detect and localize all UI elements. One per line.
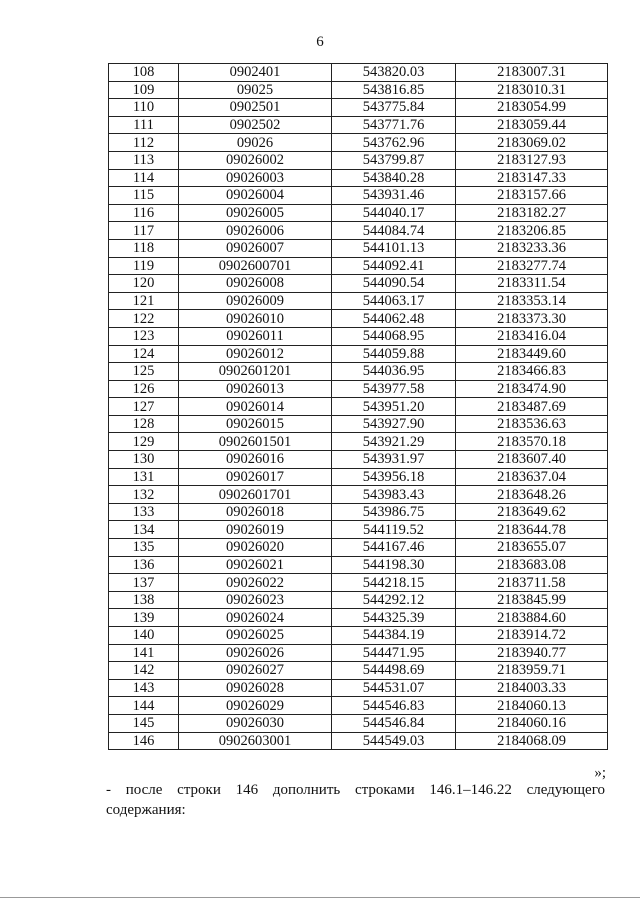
point-id-cell: 09026022 [179,574,332,592]
y-coordinate-cell: 2183914.72 [456,627,608,645]
row-number-cell: 121 [109,292,179,310]
y-coordinate-cell: 2183010.31 [456,81,608,99]
y-coordinate-cell: 2183637.04 [456,468,608,486]
table-row [109,662,608,680]
table-row [109,415,608,433]
y-coordinate-cell: 2183007.31 [456,64,608,82]
row-number-cell: 125 [109,363,179,381]
table-row [109,468,608,486]
y-coordinate-cell: 2183940.77 [456,644,608,662]
x-coordinate-cell: 543951.20 [332,398,456,416]
x-coordinate-cell: 544084.74 [332,222,456,240]
y-coordinate-cell: 2184003.33 [456,679,608,697]
y-coordinate-cell: 2183644.78 [456,521,608,539]
row-number-cell: 119 [109,257,179,275]
point-id-cell: 09026017 [179,468,332,486]
x-coordinate-cell: 544471.95 [332,644,456,662]
table-row [109,275,608,293]
point-id-cell: 09026028 [179,679,332,697]
point-id-cell: 09026026 [179,644,332,662]
x-coordinate-cell: 544036.95 [332,363,456,381]
y-coordinate-cell: 2183147.33 [456,169,608,187]
x-coordinate-cell: 543931.46 [332,187,456,205]
amendment-text-continued: содержания: [106,802,186,818]
row-number-cell: 108 [109,64,179,82]
point-id-cell: 09026 [179,134,332,152]
row-number-cell: 145 [109,714,179,732]
point-id-cell: 09026009 [179,292,332,310]
x-coordinate-cell: 543986.75 [332,503,456,521]
table-row [109,644,608,662]
x-coordinate-cell: 544167.46 [332,539,456,557]
y-coordinate-cell: 2183416.04 [456,327,608,345]
y-coordinate-cell: 2183059.44 [456,116,608,134]
y-coordinate-cell: 2183648.26 [456,486,608,504]
row-number-cell: 118 [109,239,179,257]
x-coordinate-cell: 543816.85 [332,81,456,99]
x-coordinate-cell: 544101.13 [332,239,456,257]
table-row [109,64,608,82]
point-id-cell: 09026013 [179,380,332,398]
row-number-cell: 112 [109,134,179,152]
x-coordinate-cell: 544198.30 [332,556,456,574]
x-coordinate-cell: 543931.97 [332,451,456,469]
x-coordinate-cell: 544062.48 [332,310,456,328]
point-id-cell: 0902601201 [179,363,332,381]
y-coordinate-cell: 2183182.27 [456,204,608,222]
table-row [109,99,608,117]
y-coordinate-cell: 2183157.66 [456,187,608,205]
table-row [109,222,608,240]
table-row [109,363,608,381]
point-id-cell: 0902502 [179,116,332,134]
page-bottom-edge [0,897,640,898]
y-coordinate-cell: 2183069.02 [456,134,608,152]
table-row [109,134,608,152]
y-coordinate-cell: 2183206.85 [456,222,608,240]
point-id-cell: 09026002 [179,151,332,169]
y-coordinate-cell: 2183474.90 [456,380,608,398]
point-id-cell: 09026003 [179,169,332,187]
point-id-cell: 0902601501 [179,433,332,451]
table-row [109,714,608,732]
row-number-cell: 123 [109,327,179,345]
row-number-cell: 116 [109,204,179,222]
y-coordinate-cell: 2183449.60 [456,345,608,363]
row-number-cell: 141 [109,644,179,662]
point-id-cell: 09026025 [179,627,332,645]
y-coordinate-cell: 2183649.62 [456,503,608,521]
table-row [109,697,608,715]
row-number-cell: 146 [109,732,179,750]
point-id-cell: 09026004 [179,187,332,205]
point-id-cell: 09026027 [179,662,332,680]
row-number-cell: 138 [109,591,179,609]
table-row [109,609,608,627]
x-coordinate-cell: 544292.12 [332,591,456,609]
x-coordinate-cell: 544531.07 [332,679,456,697]
point-id-cell: 09026016 [179,451,332,469]
point-id-cell: 09026008 [179,275,332,293]
x-coordinate-cell: 543820.03 [332,64,456,82]
y-coordinate-cell: 2184060.16 [456,714,608,732]
table-row [109,169,608,187]
x-coordinate-cell: 544092.41 [332,257,456,275]
point-id-cell: 0902401 [179,64,332,82]
y-coordinate-cell: 2183466.83 [456,363,608,381]
x-coordinate-cell: 543983.43 [332,486,456,504]
point-id-cell: 09026012 [179,345,332,363]
table-body [109,64,608,750]
table-row [109,345,608,363]
table-row [109,451,608,469]
point-id-cell: 09026019 [179,521,332,539]
y-coordinate-cell: 2183711.58 [456,574,608,592]
row-number-cell: 127 [109,398,179,416]
x-coordinate-cell: 543775.84 [332,99,456,117]
point-id-cell: 09026024 [179,609,332,627]
point-id-cell: 09026023 [179,591,332,609]
y-coordinate-cell: 2183233.36 [456,239,608,257]
row-number-cell: 143 [109,679,179,697]
point-id-cell: 09026029 [179,697,332,715]
x-coordinate-cell: 543799.87 [332,151,456,169]
row-number-cell: 136 [109,556,179,574]
row-number-cell: 111 [109,116,179,134]
row-number-cell: 130 [109,451,179,469]
row-number-cell: 124 [109,345,179,363]
table-row [109,257,608,275]
table-row [109,521,608,539]
y-coordinate-cell: 2183683.08 [456,556,608,574]
point-id-cell: 0902600701 [179,257,332,275]
point-id-cell: 0902501 [179,99,332,117]
row-number-cell: 133 [109,503,179,521]
closing-quote: »; [594,765,606,781]
table-row [109,591,608,609]
table-row [109,292,608,310]
table-row [109,187,608,205]
table-row [109,679,608,697]
y-coordinate-cell: 2183353.14 [456,292,608,310]
x-coordinate-cell: 543927.90 [332,415,456,433]
point-id-cell: 09026015 [179,415,332,433]
row-number-cell: 139 [109,609,179,627]
row-number-cell: 114 [109,169,179,187]
row-number-cell: 126 [109,380,179,398]
point-id-cell: 0902601701 [179,486,332,504]
row-number-cell: 122 [109,310,179,328]
table-row [109,310,608,328]
x-coordinate-cell: 544549.03 [332,732,456,750]
x-coordinate-cell: 544498.69 [332,662,456,680]
point-id-cell: 09026014 [179,398,332,416]
table-row [109,81,608,99]
row-number-cell: 137 [109,574,179,592]
table-row [109,116,608,134]
table-row [109,486,608,504]
table-row [109,151,608,169]
row-number-cell: 140 [109,627,179,645]
y-coordinate-cell: 2183607.40 [456,451,608,469]
point-id-cell: 09025 [179,81,332,99]
x-coordinate-cell: 543840.28 [332,169,456,187]
y-coordinate-cell: 2183884.60 [456,609,608,627]
y-coordinate-cell: 2183570.18 [456,433,608,451]
row-number-cell: 129 [109,433,179,451]
y-coordinate-cell: 2183845.99 [456,591,608,609]
point-id-cell: 09026020 [179,539,332,557]
point-id-cell: 09026005 [179,204,332,222]
x-coordinate-cell: 543977.58 [332,380,456,398]
point-id-cell: 09026006 [179,222,332,240]
point-id-cell: 09026010 [179,310,332,328]
page-number: 6 [316,34,324,50]
point-id-cell: 09026007 [179,239,332,257]
row-number-cell: 117 [109,222,179,240]
y-coordinate-cell: 2183311.54 [456,275,608,293]
point-id-cell: 09026030 [179,714,332,732]
x-coordinate-cell: 544546.83 [332,697,456,715]
x-coordinate-cell: 544068.95 [332,327,456,345]
table-row [109,380,608,398]
point-id-cell: 09026018 [179,503,332,521]
x-coordinate-cell: 543762.96 [332,134,456,152]
point-id-cell: 0902603001 [179,732,332,750]
y-coordinate-cell: 2183054.99 [456,99,608,117]
row-number-cell: 135 [109,539,179,557]
row-number-cell: 115 [109,187,179,205]
row-number-cell: 131 [109,468,179,486]
table-row [109,204,608,222]
row-number-cell: 142 [109,662,179,680]
y-coordinate-cell: 2183127.93 [456,151,608,169]
row-number-cell: 134 [109,521,179,539]
y-coordinate-cell: 2183277.74 [456,257,608,275]
table-row [109,556,608,574]
x-coordinate-cell: 544119.52 [332,521,456,539]
row-number-cell: 144 [109,697,179,715]
x-coordinate-cell: 544546.84 [332,714,456,732]
row-number-cell: 132 [109,486,179,504]
x-coordinate-cell: 544384.19 [332,627,456,645]
x-coordinate-cell: 544059.88 [332,345,456,363]
row-number-cell: 120 [109,275,179,293]
x-coordinate-cell: 543921.29 [332,433,456,451]
x-coordinate-cell: 543956.18 [332,468,456,486]
y-coordinate-cell: 2183536.63 [456,415,608,433]
table-row [109,433,608,451]
table-row [109,574,608,592]
x-coordinate-cell: 544063.17 [332,292,456,310]
x-coordinate-cell: 544325.39 [332,609,456,627]
row-number-cell: 110 [109,99,179,117]
y-coordinate-cell: 2183959.71 [456,662,608,680]
y-coordinate-cell: 2184060.13 [456,697,608,715]
coordinates-table [108,63,608,750]
table-row [109,398,608,416]
row-number-cell: 128 [109,415,179,433]
x-coordinate-cell: 543771.76 [332,116,456,134]
row-number-cell: 113 [109,151,179,169]
y-coordinate-cell: 2183487.69 [456,398,608,416]
table-row [109,239,608,257]
y-coordinate-cell: 2183373.30 [456,310,608,328]
table-row [109,627,608,645]
point-id-cell: 09026021 [179,556,332,574]
table-row [109,539,608,557]
point-id-cell: 09026011 [179,327,332,345]
x-coordinate-cell: 544090.54 [332,275,456,293]
table-row [109,503,608,521]
x-coordinate-cell: 544040.17 [332,204,456,222]
y-coordinate-cell: 2183655.07 [456,539,608,557]
x-coordinate-cell: 544218.15 [332,574,456,592]
row-number-cell: 109 [109,81,179,99]
amendment-text: - после строки 146 дополнить строками 146.1–146.22 следующего [106,782,605,798]
table-row [109,327,608,345]
y-coordinate-cell: 2184068.09 [456,732,608,750]
table-row [109,732,608,750]
